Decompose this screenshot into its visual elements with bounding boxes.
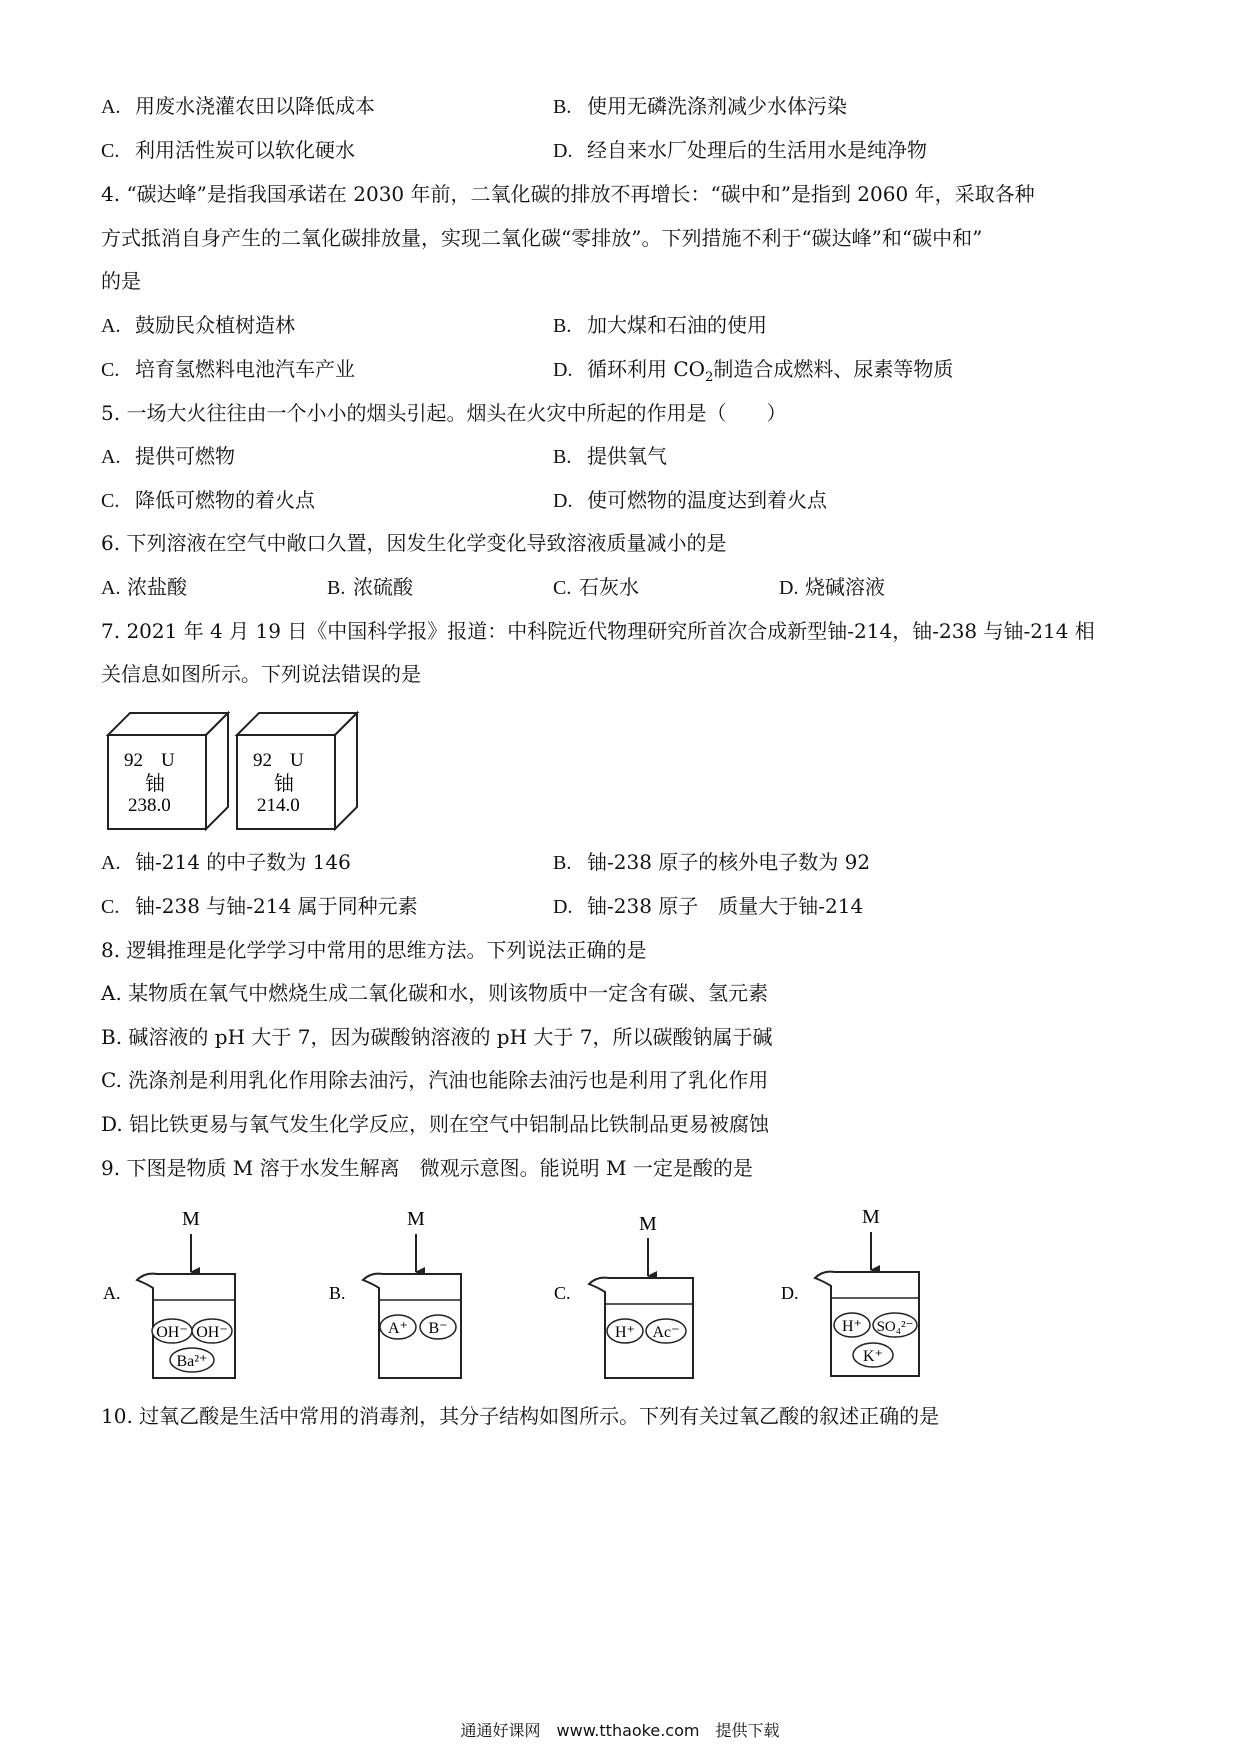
q10-stem: 10. 过氧乙酸是生活中常用的消毒剂，其分子结构如图所示。下列有关过氧乙酸的叙述正确的是 xyxy=(101,1404,940,1428)
atomic-number: 92 xyxy=(253,750,272,771)
option-text: 提供氧气 xyxy=(587,444,667,468)
q7-option-b xyxy=(553,849,870,876)
option-text: 烧碱溶液 xyxy=(805,575,885,599)
q3-option-b xyxy=(553,93,847,120)
option-letter: B. xyxy=(327,577,346,599)
option-letter: B. xyxy=(553,446,572,468)
atomic-mass: 238.0 xyxy=(128,795,171,816)
atomic-number: 92 xyxy=(124,750,143,771)
ion-label: OH⁻ xyxy=(156,1324,188,1341)
q4-option-a xyxy=(101,312,295,339)
ion-label: Ac⁻ xyxy=(652,1324,680,1341)
ion-label: A⁺ xyxy=(388,1320,408,1337)
q4-stem-line3: 的是 xyxy=(101,269,141,293)
beaker-b xyxy=(329,1208,461,1378)
q5-option-c xyxy=(101,487,315,514)
element-name: 铀 xyxy=(145,771,165,795)
ion-label: H⁺ xyxy=(615,1324,635,1341)
q5-option-d xyxy=(553,487,827,514)
beaker-c xyxy=(554,1213,693,1378)
option-text-post: 制造合成燃料、尿素等物质 xyxy=(713,357,954,381)
beaker-letter: D. xyxy=(781,1283,799,1303)
option-letter: D. xyxy=(779,577,799,599)
option-letter: C. xyxy=(101,490,120,512)
option-letter: D. xyxy=(553,140,573,162)
option-text: 提供可燃物 xyxy=(135,444,235,468)
atomic-mass: 214.0 xyxy=(257,795,300,816)
element-card-uranium-238 xyxy=(108,713,228,829)
co2-subscript: 2 xyxy=(705,370,714,385)
q4-option-b xyxy=(553,312,767,339)
q7-option-d xyxy=(553,893,863,920)
option-text: 铀-238 原子 质量大于铀-214 xyxy=(587,894,864,918)
q6-option-d xyxy=(779,574,885,601)
q3-option-a xyxy=(101,93,375,120)
substance-label: M xyxy=(639,1213,657,1235)
beaker-letter: C. xyxy=(554,1283,571,1303)
beaker-letter: B. xyxy=(329,1283,346,1303)
q4-option-d xyxy=(553,356,953,391)
option-text: 使用无磷洗涤剂减少水体污染 xyxy=(587,94,847,118)
substance-label: M xyxy=(407,1208,425,1230)
option-text: 铀-238 与铀-214 属于同种元素 xyxy=(135,894,418,918)
q8-option-d: D. 铝比铁更易与氧气发生化学反应，则在空气中铝制品比铁制品更易被腐蚀 xyxy=(101,1112,770,1136)
q7-option-c xyxy=(101,893,418,920)
option-text: 浓硫酸 xyxy=(353,575,413,599)
q7-option-a xyxy=(101,849,351,876)
option-text: 铀-238 原子的核外电子数为 92 xyxy=(587,850,871,874)
page-footer-source: 通通好课网 www.tthaoke.com 提供下载 xyxy=(460,1721,780,1740)
option-letter: C. xyxy=(101,896,120,918)
option-letter: A. xyxy=(101,96,121,118)
substance-label: M xyxy=(182,1208,200,1230)
q8-option-c: C. 洗涤剂是利用乳化作用除去油污，汽油也能除去油污也是利用了乳化作用 xyxy=(101,1068,769,1092)
q6-option-a xyxy=(101,574,187,601)
option-letter: C. xyxy=(101,140,120,162)
ion-label: OH⁻ xyxy=(196,1324,228,1341)
ion-label: Ba²⁺ xyxy=(176,1353,208,1370)
q3-option-c xyxy=(101,137,355,164)
q4-stem-line1: 4. “碳达峰”是指我国承诺在 2030 年前，二氧化碳的排放不再增长：“碳中和”是指到 2060 年，采取各种 xyxy=(101,182,1035,206)
option-letter: A. xyxy=(101,446,121,468)
option-letter: B. xyxy=(553,315,572,337)
option-letter: C. xyxy=(101,359,120,381)
q6-option-c xyxy=(553,574,639,601)
option-letter: B. xyxy=(553,852,572,874)
option-text: 使可燃物的温度达到着火点 xyxy=(587,488,827,512)
q5-option-b xyxy=(553,443,667,470)
element-name: 铀 xyxy=(274,771,294,795)
ion-label: H⁺ xyxy=(842,1318,862,1335)
option-text: 浓盐酸 xyxy=(127,575,187,599)
beaker-d xyxy=(781,1206,919,1376)
q8-stem: 8. 逻辑推理是化学学习中常用的思维方法。下列说法正确的是 xyxy=(101,938,647,962)
option-letter: A. xyxy=(101,577,121,599)
ion-label: SO₄²⁻ xyxy=(876,1319,914,1335)
option-text: 石灰水 xyxy=(579,575,639,599)
q8-option-a: A. 某物质在氧气中燃烧生成二氧化碳和水，则该物质中一定含有碳、氢元素 xyxy=(101,981,769,1005)
option-text: 鼓励民众植树造林 xyxy=(135,313,295,337)
q4-option-c xyxy=(101,356,355,383)
option-text-pre: 循环利用 CO xyxy=(587,357,706,381)
beaker-a xyxy=(103,1208,235,1378)
element-symbol: U xyxy=(290,750,304,771)
option-text: 培育氢燃料电池汽车产业 xyxy=(135,357,355,381)
q5-stem: 5. 一场大火往往由一个小小的烟头引起。烟头在火灾中所起的作用是（ ） xyxy=(101,401,787,425)
q6-stem: 6. 下列溶液在空气中敞口久置，因发生化学变化导致溶液质量减小的是 xyxy=(101,531,727,555)
q3-option-d xyxy=(553,137,927,164)
q6-option-b xyxy=(327,574,413,601)
option-letter: C. xyxy=(553,577,572,599)
element-card-uranium-214 xyxy=(237,713,357,829)
option-text: 用废水浇灌农田以降低成本 xyxy=(135,94,375,118)
ion-label: B⁻ xyxy=(428,1320,448,1337)
element-symbol: U xyxy=(161,750,175,771)
option-text: 经自来水厂处理后的生活用水是纯净物 xyxy=(587,138,927,162)
q4-stem-line2: 方式抵消自身产生的二氧化碳排放量，实现二氧化碳“零排放”。下列措施不利于“碳达峰”和“碳中和” xyxy=(101,226,983,250)
option-letter: A. xyxy=(101,315,121,337)
dissociation-beakers-figure xyxy=(95,1200,1055,1385)
q8-option-b: B. 碱溶液的 pH 大于 7，因为碳酸钠溶液的 pH 大于 7，所以碳酸钠属于碱 xyxy=(101,1025,773,1049)
ion-label: K⁺ xyxy=(863,1348,883,1365)
beaker-letter: A. xyxy=(103,1283,121,1303)
option-text: 加大煤和石油的使用 xyxy=(587,313,767,337)
option-text: 铀-214 的中子数为 146 xyxy=(135,850,351,874)
uranium-element-cards-figure xyxy=(100,705,365,833)
option-text: 利用活性炭可以软化硬水 xyxy=(135,138,355,162)
substance-label: M xyxy=(862,1206,880,1228)
q7-stem-line1: 7. 2021 年 4 月 19 日《中国科学报》报道：中科院近代物理研究所首次合成新型铀-214，铀-238 与铀-214 相 xyxy=(101,619,1095,643)
option-letter: D. xyxy=(553,359,573,381)
option-letter: B. xyxy=(553,96,572,118)
q9-stem: 9. 下图是物质 M 溶于水发生解离 微观示意图。能说明 M 一定是酸的是 xyxy=(101,1156,753,1180)
option-letter: A. xyxy=(101,852,121,874)
option-letter: D. xyxy=(553,896,573,918)
option-letter: D. xyxy=(553,490,573,512)
q7-stem-line2: 关信息如图所示。下列说法错误的是 xyxy=(101,662,421,686)
q5-option-a xyxy=(101,443,235,470)
option-text: 降低可燃物的着火点 xyxy=(135,488,315,512)
